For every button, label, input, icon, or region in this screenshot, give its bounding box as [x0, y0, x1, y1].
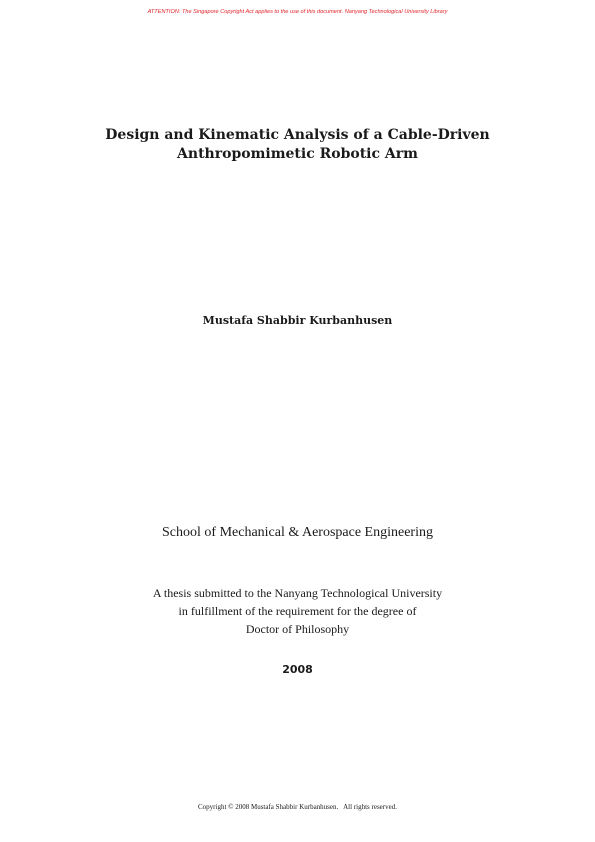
- thesis-title: [40, 126, 555, 164]
- author-name: Mustafa Shabbir Kurbanhusen: [202, 314, 393, 327]
- degree-statement: [0, 584, 595, 638]
- degree-statement-line-3: Doctor of Philosophy: [245, 622, 350, 636]
- school-name: School of Mechanical & Aerospace Engineering: [162, 525, 433, 540]
- degree-statement-line-1: A thesis submitted to the Nanyang Technological University: [152, 586, 443, 600]
- thesis-title-line-2: Anthropomimetic Robotic Arm: [177, 146, 418, 162]
- thesis-year: 2008: [282, 663, 313, 676]
- thesis-title-line-1: Design and Kinematic Analysis of a Cable-Driven: [105, 127, 490, 143]
- copyright-footer: Copyright © 2008 Mustafa Shabbir Kurbanhusen. All rights reserved.: [198, 803, 397, 811]
- degree-statement-line-2: in fulfillment of the requirement for the degree of: [178, 604, 417, 618]
- copyright-notice-banner: ATTENTION: The Singapore Copyright Act applies to the use of this document. Nanyang Technological University Library: [147, 9, 448, 15]
